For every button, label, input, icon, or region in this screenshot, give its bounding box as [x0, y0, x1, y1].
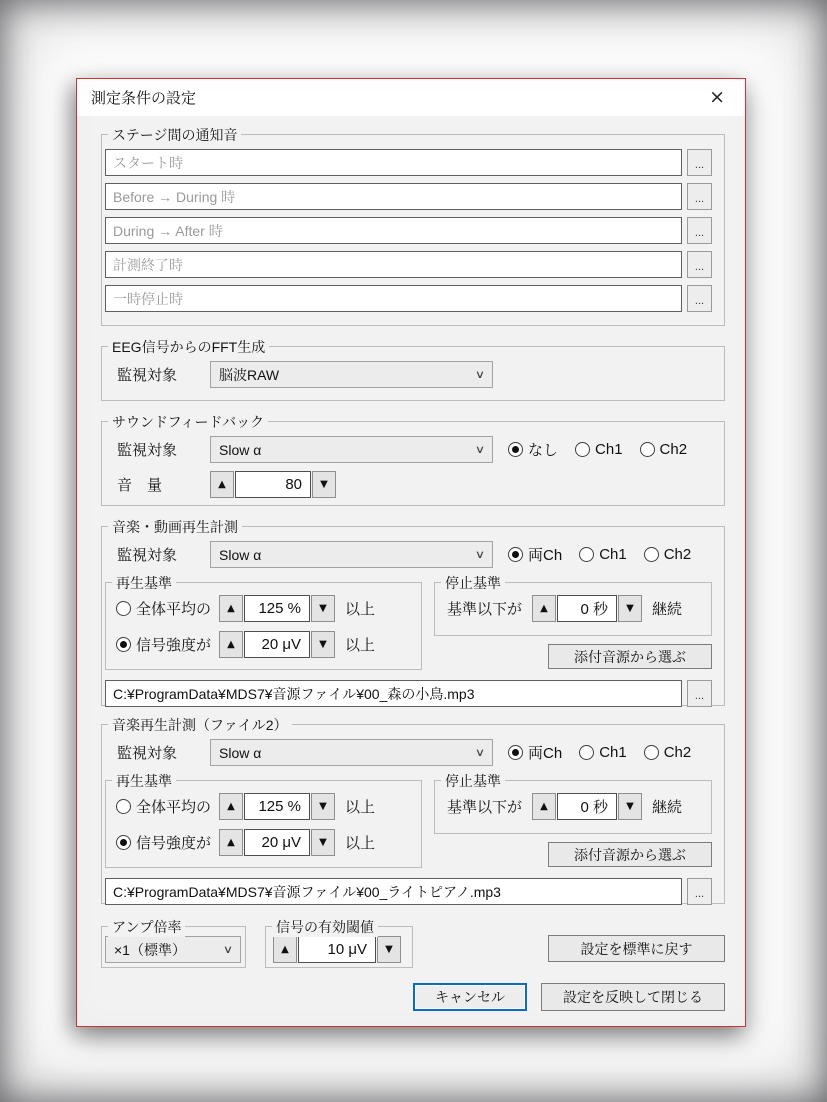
reset-defaults-button[interactable]: 設定を標準に戻す — [548, 935, 725, 962]
music2-uv-value[interactable]: 20 μV — [244, 829, 310, 856]
music1-file-path-field[interactable]: C:¥ProgramData¥MDS7¥音源ファイル¥00_森の小鳥.mp3 — [105, 680, 682, 707]
feedback-radio-none[interactable] — [508, 439, 558, 460]
dialog-title: 測定条件の設定 — [91, 90, 197, 107]
threshold-value[interactable]: 10 μV — [298, 936, 376, 963]
radio-button-icon[interactable] — [644, 745, 659, 760]
group-sound-feedback-title: サウンドフィードバック — [108, 412, 268, 432]
music1-channel-radios — [508, 544, 691, 565]
music1-file-row — [105, 680, 712, 707]
music1-play-criteria-group — [105, 575, 422, 670]
music1-monitor-value: Slow α — [219, 546, 262, 563]
group-fft — [101, 339, 725, 401]
music2-radio-both-label[interactable]: 両Ch — [528, 745, 563, 762]
music2-seconds-up-button[interactable]: ▲ — [532, 793, 556, 820]
music1-radio-both-label[interactable]: 両Ch — [528, 547, 563, 564]
feedback-channel-radios — [508, 439, 687, 460]
music2-uv-down-button[interactable]: ▼ — [311, 829, 335, 856]
notify-row-during-after — [105, 217, 712, 244]
radio-button-icon[interactable] — [508, 442, 523, 457]
music2-radio-ch2-label[interactable]: Ch2 — [663, 744, 692, 761]
music2-uv-stepper — [219, 829, 335, 856]
music1-average-label[interactable]: 全体平均の — [136, 601, 212, 618]
music2-file-browse-button[interactable]: ... — [687, 878, 712, 905]
music1-monitor-select[interactable] — [210, 541, 493, 568]
music2-play-option-average — [116, 793, 421, 820]
notify-pause-browse-button[interactable]: ... — [687, 285, 712, 312]
music1-signal-suffix: 以上 — [345, 637, 376, 654]
notify-pause-placeholder: 一時停止時 — [113, 290, 183, 307]
music2-percent-stepper — [219, 793, 335, 820]
music1-play-option-signal — [116, 631, 421, 658]
music1-seconds-up-button[interactable]: ▲ — [532, 595, 556, 622]
group-signal-threshold-title: 信号の有効閾値 — [272, 917, 378, 937]
notify-row-before-during — [105, 183, 712, 210]
volume-stepper — [210, 471, 336, 498]
feedback-radio-ch2[interactable] — [640, 441, 688, 458]
music1-radio-ch2[interactable] — [644, 546, 692, 563]
feedback-monitor-label: 監視対象 — [117, 442, 178, 459]
music2-average-suffix: 以上 — [345, 799, 376, 816]
notify-during-after-field[interactable] — [105, 217, 682, 244]
chevron-down-icon: ∨ — [222, 944, 234, 956]
music2-radio-ch1-label[interactable]: Ch1 — [599, 744, 627, 761]
notify-during-after-browse-button[interactable]: ... — [687, 217, 712, 244]
music2-signal-suffix: 以上 — [345, 835, 376, 852]
music1-file-browse-button[interactable]: ... — [687, 680, 712, 707]
music2-percent-up-button[interactable]: ▲ — [219, 793, 243, 820]
feedback-radio-ch1[interactable] — [575, 441, 623, 458]
music1-stop-criteria-group — [434, 575, 712, 636]
group-music-video-title: 音楽・動画再生計測 — [108, 517, 242, 537]
group-sound-feedback — [101, 414, 725, 506]
music1-attach-source-button[interactable]: 添付音源から選ぶ — [548, 644, 712, 669]
notify-start-field[interactable] — [105, 149, 682, 176]
music1-average-suffix: 以上 — [345, 601, 376, 618]
threshold-stepper — [273, 936, 412, 963]
music2-file-row — [105, 878, 712, 905]
music2-stop-criteria-title: 停止基準 — [441, 771, 505, 791]
notify-row-pause — [105, 285, 712, 312]
music1-stop-criteria-title: 停止基準 — [441, 573, 505, 593]
music1-stop-label: 基準以下が — [447, 601, 523, 618]
music1-seconds-stepper — [532, 595, 642, 622]
feedback-monitor-value: Slow α — [219, 441, 262, 458]
notify-during-after-placeholder: During → After 時 — [113, 222, 223, 239]
music2-monitor-label: 監視対象 — [117, 745, 178, 762]
music1-percent-down-button[interactable]: ▼ — [311, 595, 335, 622]
music1-stop-suffix: 継続 — [652, 601, 683, 618]
amp-ratio-value: ×1（標準） — [114, 941, 186, 958]
radio-button-icon[interactable] — [575, 442, 590, 457]
music1-radio-ch1-label[interactable]: Ch1 — [599, 546, 627, 563]
music2-monitor-select[interactable] — [210, 739, 493, 766]
fft-monitor-select[interactable] — [210, 361, 493, 388]
music1-uv-stepper — [219, 631, 335, 658]
music2-file-path-field[interactable]: C:¥ProgramData¥MDS7¥音源ファイル¥00_ライトピアノ.mp3 — [105, 878, 682, 905]
chevron-down-icon: ∨ — [474, 444, 486, 456]
notify-before-during-browse-button[interactable]: ... — [687, 183, 712, 210]
threshold-up-button[interactable]: ▲ — [273, 936, 297, 963]
music2-stop-label: 基準以下が — [447, 799, 523, 816]
music2-play-criteria-group — [105, 773, 422, 868]
notify-start-browse-button[interactable]: ... — [687, 149, 712, 176]
music2-seconds-stepper — [532, 793, 642, 820]
notify-before-during-placeholder: Before → During 時 — [113, 188, 236, 205]
music2-average-label[interactable]: 全体平均の — [136, 799, 212, 816]
group-music-video — [101, 519, 725, 706]
radio-button-icon[interactable] — [640, 442, 655, 457]
feedback-radio-ch2-label[interactable]: Ch2 — [659, 441, 688, 458]
notify-start-placeholder: スタート時 — [113, 154, 183, 171]
group-amp-ratio — [101, 919, 246, 968]
group-music-file2-title: 音楽再生計測（ファイル2） — [108, 715, 292, 735]
radio-button-icon[interactable] — [116, 799, 131, 814]
music2-percent-value[interactable]: 125 % — [244, 793, 310, 820]
music2-stop-criteria-group — [434, 773, 712, 834]
cancel-button[interactable]: キャンセル — [413, 983, 527, 1011]
music1-radio-ch2-label[interactable]: Ch2 — [663, 546, 692, 563]
music2-attach-source-button[interactable]: 添付音源から選ぶ — [548, 842, 712, 867]
music1-seconds-value[interactable]: 0 秒 — [557, 595, 617, 622]
radio-button-icon[interactable] — [508, 745, 523, 760]
music1-play-option-average — [116, 595, 421, 622]
group-stage-notify-sounds — [101, 127, 725, 326]
radio-button-icon[interactable] — [116, 637, 131, 652]
music1-percent-value[interactable]: 125 % — [244, 595, 310, 622]
music2-seconds-value[interactable]: 0 秒 — [557, 793, 617, 820]
threshold-down-button[interactable]: ▼ — [377, 936, 401, 963]
apply-and-close-button[interactable]: 設定を反映して閉じる — [541, 983, 725, 1011]
chevron-down-icon: ∨ — [474, 747, 486, 759]
chevron-down-icon: ∨ — [474, 549, 486, 561]
music1-monitor-label: 監視対象 — [117, 547, 178, 564]
feedback-monitor-select[interactable] — [210, 436, 493, 463]
notify-end-placeholder: 計測終了時 — [113, 256, 183, 273]
fft-monitor-value: 脳波RAW — [219, 366, 280, 383]
radio-button-icon[interactable] — [644, 547, 659, 562]
music1-radio-both-ch[interactable] — [508, 544, 562, 565]
group-signal-threshold — [265, 919, 413, 968]
music2-percent-down-button[interactable]: ▼ — [311, 793, 335, 820]
music1-uv-value[interactable]: 20 μV — [244, 631, 310, 658]
music2-channel-radios — [508, 742, 691, 763]
music1-seconds-down-button[interactable]: ▼ — [618, 595, 642, 622]
music1-percent-up-button[interactable]: ▲ — [219, 595, 243, 622]
notify-row-end — [105, 251, 712, 278]
radio-button-icon[interactable] — [116, 835, 131, 850]
chevron-down-icon: ∨ — [474, 369, 486, 381]
notify-end-field[interactable] — [105, 251, 682, 278]
volume-label: 音 量 — [117, 477, 163, 494]
music1-signal-label[interactable]: 信号強度が — [136, 637, 212, 654]
fft-monitor-label: 監視対象 — [117, 367, 178, 384]
music2-radio-both-ch[interactable] — [508, 742, 562, 763]
music2-seconds-down-button[interactable]: ▼ — [618, 793, 642, 820]
music2-signal-label[interactable]: 信号強度が — [136, 835, 212, 852]
music2-uv-up-button[interactable]: ▲ — [219, 829, 243, 856]
title-bar[interactable] — [77, 79, 745, 116]
radio-button-icon[interactable] — [508, 547, 523, 562]
music2-monitor-value: Slow α — [219, 744, 262, 761]
feedback-radio-none-label[interactable]: なし — [528, 442, 559, 459]
music2-play-criteria-title: 再生基準 — [112, 771, 176, 791]
notify-end-browse-button[interactable]: ... — [687, 251, 712, 278]
music1-percent-stepper — [219, 595, 335, 622]
radio-button-icon[interactable] — [579, 547, 594, 562]
amp-ratio-select[interactable] — [105, 936, 241, 963]
notify-row-start — [105, 149, 712, 176]
group-music-file2 — [101, 717, 725, 904]
feedback-radio-ch1-label[interactable]: Ch1 — [595, 441, 623, 458]
music1-uv-up-button[interactable]: ▲ — [219, 631, 243, 658]
music2-radio-ch2[interactable] — [644, 744, 692, 761]
music2-radio-ch1[interactable] — [579, 744, 627, 761]
music1-radio-ch1[interactable] — [579, 546, 627, 563]
group-amp-ratio-title: アンプ倍率 — [108, 917, 185, 937]
settings-dialog — [76, 78, 746, 1027]
volume-value[interactable]: 80 — [235, 471, 311, 498]
radio-button-icon[interactable] — [579, 745, 594, 760]
group-stage-notify-title: ステージ間の通知音 — [108, 125, 241, 145]
music2-stop-suffix: 継続 — [652, 799, 683, 816]
notify-before-during-field[interactable] — [105, 183, 682, 210]
notify-pause-field[interactable] — [105, 285, 682, 312]
volume-up-button[interactable]: ▲ — [210, 471, 234, 498]
group-fft-title: EEG信号からのFFT生成 — [108, 337, 269, 357]
volume-down-button[interactable]: ▼ — [312, 471, 336, 498]
music2-play-option-signal — [116, 829, 421, 856]
music1-uv-down-button[interactable]: ▼ — [311, 631, 335, 658]
close-icon[interactable]: × — [709, 86, 725, 108]
radio-button-icon[interactable] — [116, 601, 131, 616]
music1-play-criteria-title: 再生基準 — [112, 573, 176, 593]
